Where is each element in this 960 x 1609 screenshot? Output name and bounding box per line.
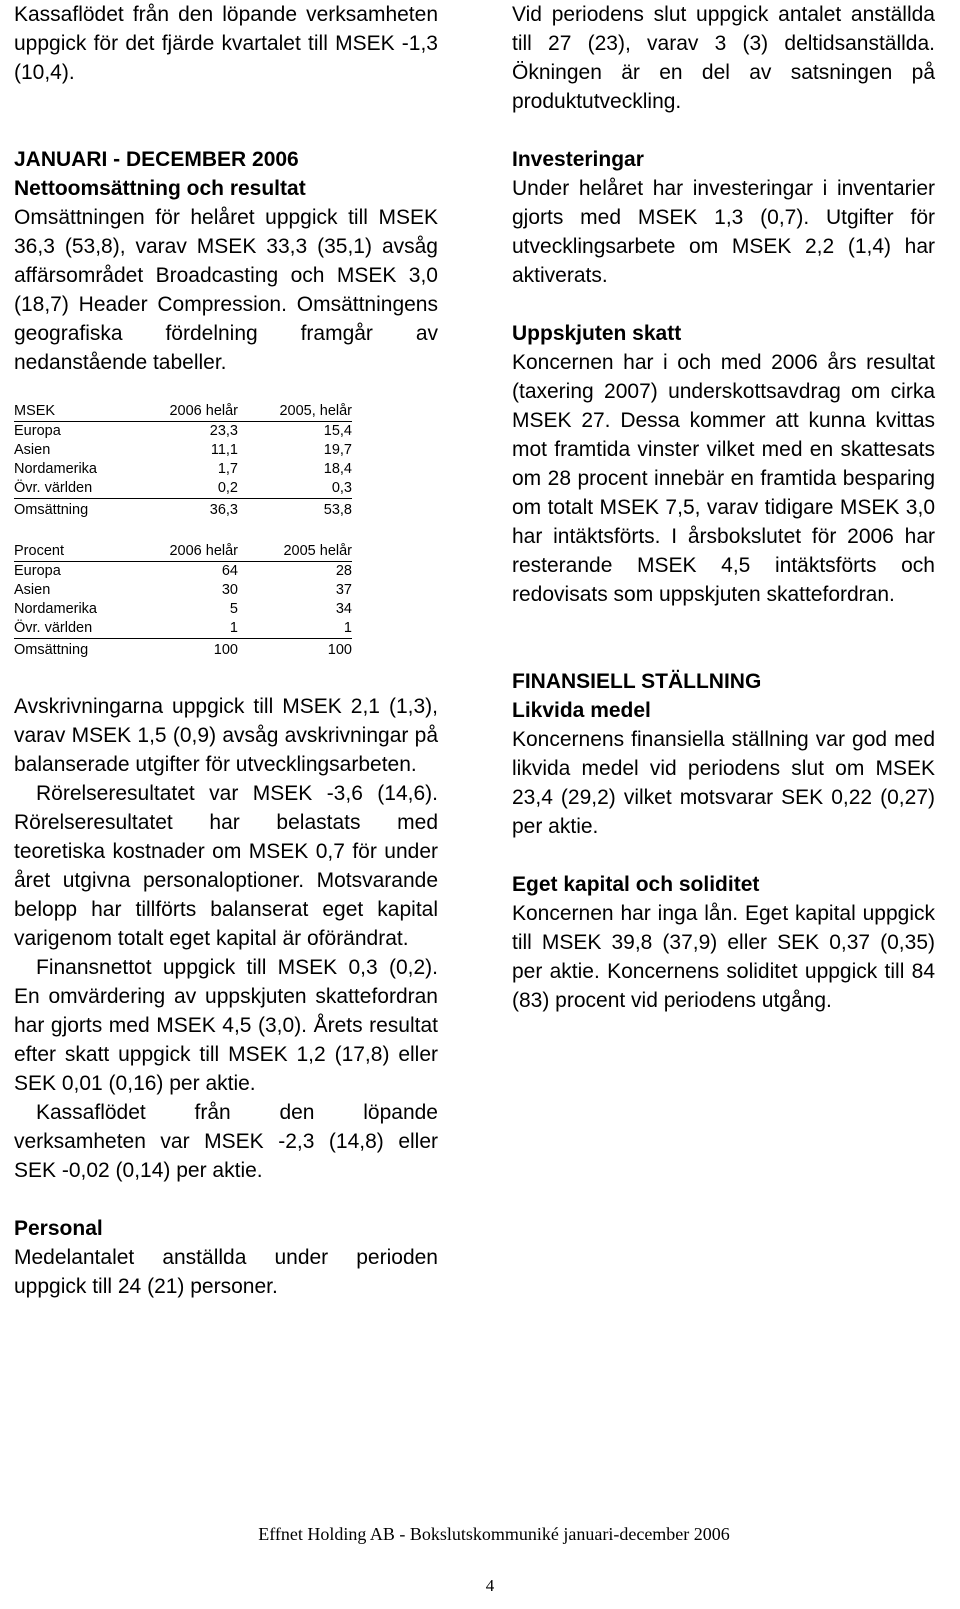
table-cell: 1 <box>134 619 238 639</box>
table-cell: 64 <box>221 563 238 579</box>
table-cell: 5 <box>229 601 238 617</box>
right-column <box>512 0 935 1015</box>
table-total-row <box>14 499 352 523</box>
table-cell: 37 <box>335 582 352 598</box>
table-row <box>14 441 352 460</box>
table-header-cell: Procent <box>14 542 134 562</box>
paragraph-cashflow-q4: Kassaflödet från den löpande verksamheten uppgick för det fjärde kvartalet till MSEK -1,3 (10,4). <box>14 3 438 84</box>
heading-period: JANUARI - DECEMBER 2006 <box>14 148 299 171</box>
table-cell: Asien <box>14 582 51 598</box>
table-cell: Omsättning <box>14 502 89 518</box>
table-cell: 30 <box>221 582 238 598</box>
table-sales-percent <box>14 542 352 662</box>
table-row <box>14 422 352 442</box>
heading-staff: Personal <box>14 1217 103 1240</box>
paragraph-liquid-funds: Koncernens finansiella ställning var god med likvida medel vid periodens slut om MSEK 23,4 (29,2) vilket motsvarar SEK 0,22 (0,27) per aktie. <box>512 728 935 838</box>
paragraph-investments: Under helåret har investeringar i inventarier gjorts med MSEK 1,3 (0,7). Utgifter för utvecklingsarbete om MSEK 2,2 (1,4) har aktiverats. <box>512 177 935 287</box>
table-row <box>14 619 352 639</box>
table-header-row <box>14 542 352 562</box>
table-cell: 15,4 <box>323 423 352 439</box>
paragraph-equity: Koncernen har inga lån. Eget kapital uppgick till MSEK 39,8 (37,9) eller SEK 0,37 (0,35) per aktie. Koncernens soliditet uppgick till 84 (83) procent vid periodens utgång. <box>512 902 935 1012</box>
left-column <box>14 0 438 1301</box>
heading-financial-position: FINANSIELL STÄLLNING <box>512 670 762 693</box>
table-total-row <box>14 639 352 663</box>
heading-investments: Investeringar <box>512 148 644 171</box>
table-header-cell: 2006 helår <box>134 542 238 562</box>
table-cell: 0,2 <box>134 479 238 499</box>
paragraph-staff: Medelantalet anställda under perioden uppgick till 24 (21) personer. <box>14 1246 438 1298</box>
table-cell: 34 <box>335 601 352 617</box>
table-cell: 11,1 <box>210 442 238 458</box>
table-cell: 1,7 <box>217 461 238 477</box>
page-footer-title: Effnet Holding AB - Bokslutskommuniké januari-december 2006 <box>258 1524 730 1544</box>
table-cell: Europa <box>14 423 61 439</box>
table-header-cell: 2005, helår <box>238 402 352 422</box>
table-cell: 53,8 <box>323 502 352 518</box>
table-cell: 36,3 <box>209 502 238 518</box>
paragraph-depreciation: Avskrivningarna uppgick till MSEK 2,1 (1,3), varav MSEK 1,5 (0,9) avsåg avskrivningar på balanserade utgifter för utvecklingsarbeten. <box>14 695 438 776</box>
table-cell: 0,3 <box>238 479 352 499</box>
paragraph-deferred-tax: Koncernen har i och med 2006 års resultat (taxering 2007) underskottsavdrag om cirka MSEK 27. Dessa kommer att kunna kvittas mot framtida vinster vilket med en skattesats om 28 procent innebär en framtida besparing om totalt MSEK 7,5, varav tidigare MSEK 3,0 har intäktsförts. I årsbokslutet för 2006 har resterande MSEK 4,5 intäktsförts och redovisats som uppskjuten skattefordran. <box>512 351 935 606</box>
table-row <box>14 600 352 619</box>
table-header-cell: 2006 helår <box>134 402 238 422</box>
paragraph-staff-end: Vid periodens slut uppgick antalet anställda till 27 (23), varav 3 (3) deltidsanställda. Ökningen är en del av satsningen på produktutveckling. <box>512 3 935 113</box>
table-cell: Nordamerika <box>14 461 97 477</box>
table-cell: 28 <box>335 563 352 579</box>
page-number: 4 <box>485 1576 495 1595</box>
table-cell: Övr. världen <box>14 479 134 499</box>
heading-equity: Eget kapital och soliditet <box>512 873 760 896</box>
table-header-cell: MSEK <box>14 402 134 422</box>
heading-liquid-funds: Likvida medel <box>512 699 651 722</box>
table-cell: 18,4 <box>323 461 352 477</box>
table-cell: 19,7 <box>323 442 352 458</box>
table-cell: 23,3 <box>209 423 238 439</box>
table-cell: Nordamerika <box>14 601 97 617</box>
table-header-row <box>14 402 352 422</box>
paragraph-financial-net: Finansnettot uppgick till MSEK 0,3 (0,2). En omvärdering av uppskjuten skattefordran har gjorts med MSEK 4,5 (3,0). Årets resultat efter skatt uppgick till MSEK 1,2 (17,8) eller SEK 0,01 (0,16) per aktie. <box>14 956 438 1095</box>
heading-sales-result: Nettoomsättning och resultat <box>14 177 306 200</box>
table-cell: 100 <box>213 642 238 658</box>
table-row <box>14 460 352 479</box>
table-sales-msek <box>14 402 352 522</box>
table-cell: 100 <box>327 642 352 658</box>
table-cell: Asien <box>14 442 51 458</box>
table-cell: Omsättning <box>14 642 89 658</box>
table-cell: Övr. världen <box>14 619 134 639</box>
table-row <box>14 562 352 582</box>
table-cell: 1 <box>238 619 352 639</box>
heading-deferred-tax: Uppskjuten skatt <box>512 322 682 345</box>
table-row <box>14 581 352 600</box>
paragraph-cashflow-year: Kassaflödet från den löpande verksamheten var MSEK -2,3 (14,8) eller SEK -0,02 (0,14) per aktie. <box>14 1101 438 1182</box>
paragraph-sales: Omsättningen för helåret uppgick till MSEK 36,3 (53,8), varav MSEK 33,3 (35,1) avsåg affärsområdet Broadcasting och MSEK 3,0 (18,7) Header Compression. Omsättningens geografiska fördelning framgår av nedanstående tabeller. <box>14 206 438 374</box>
paragraph-operating-result: Rörelseresultatet var MSEK -3,6 (14,6). Rörelseresultatet har belastats med teoretiska kostnader om MSEK 0,7 för under året utgivna personaloptioner. Motsvarande belopp har tillförts balanserat eget kapital varigenom totalt eget kapital är oförändrat. <box>14 782 438 950</box>
table-header-cell: 2005 helår <box>238 542 352 562</box>
table-cell: Europa <box>14 563 61 579</box>
table-row <box>14 479 352 499</box>
